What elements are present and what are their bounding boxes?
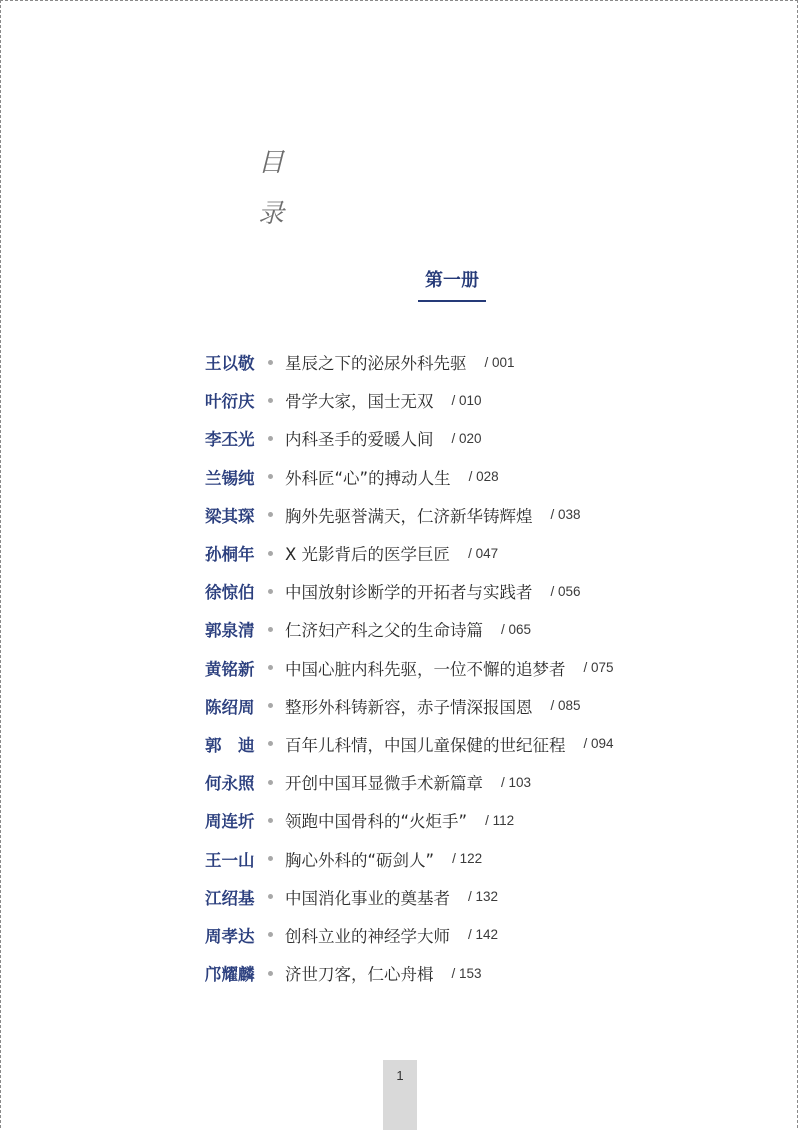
entry-title: 仁济妇产科之父的生命诗篇	[285, 621, 483, 641]
entry-page: / 001	[484, 354, 515, 370]
entry-page: / 010	[451, 392, 482, 408]
entry-title: 胸心外科的“砺剑人”	[285, 850, 435, 870]
entry-page: / 094	[583, 736, 614, 752]
entry-page: / 132	[468, 889, 499, 905]
toc-entry[interactable]	[205, 878, 614, 916]
bullet-dot-icon	[268, 398, 273, 403]
entry-page: / 085	[550, 698, 581, 714]
entry-title: 中国放射诊断学的开拓者与实践者	[285, 583, 533, 603]
entry-title: 中国心脏内科先驱，一位不懈的追梦者	[285, 659, 566, 679]
entry-page: / 153	[451, 965, 482, 981]
toc-entry[interactable]	[205, 534, 614, 572]
toc-entry[interactable]	[205, 572, 614, 610]
entry-name: 徐惊伯	[205, 583, 255, 603]
bullet-dot-icon	[268, 551, 273, 556]
entry-page: / 020	[451, 430, 482, 446]
bullet-dot-icon	[268, 512, 273, 517]
bullet-dot-icon	[268, 665, 273, 670]
bullet-dot-icon	[268, 627, 273, 632]
toc-entry[interactable]	[205, 839, 614, 877]
entry-name: 江绍基	[205, 888, 255, 908]
entry-title: 创科立业的神经学大师	[285, 926, 450, 946]
entry-page: / 038	[550, 507, 581, 523]
entry-title: 星辰之下的泌尿外科先驱	[285, 354, 467, 374]
entry-page: / 056	[550, 583, 581, 599]
toc-entry[interactable]	[205, 610, 614, 648]
entry-name: 孙桐年	[205, 545, 255, 565]
toc-entry[interactable]	[205, 381, 614, 419]
bullet-dot-icon	[268, 589, 273, 594]
entry-name: 周连圻	[205, 812, 255, 832]
toc-heading-line2: 录	[258, 199, 285, 229]
toc-entry[interactable]	[205, 496, 614, 534]
entry-name: 李丕光	[205, 430, 255, 450]
entry-title: 济世刀客，仁心舟楫	[285, 965, 434, 985]
entry-title: 胸外先驱誉满天，仁济新华铸辉煌	[285, 506, 533, 526]
bullet-dot-icon	[268, 856, 273, 861]
bullet-dot-icon	[268, 932, 273, 937]
entry-name: 郭 迪	[205, 735, 255, 755]
entry-title: 内科圣手的爱暖人间	[285, 430, 434, 450]
entry-page: / 122	[452, 851, 483, 867]
entry-name: 黄铭新	[205, 659, 255, 679]
volume-title: 第一册	[418, 266, 486, 302]
entry-page: / 112	[485, 812, 515, 828]
toc-entry[interactable]	[205, 801, 614, 839]
entry-name: 何永照	[205, 774, 255, 794]
entry-name: 梁其琛	[205, 506, 255, 526]
entry-title: 领跑中国骨科的“火炬手”	[285, 812, 468, 832]
page-number-tab	[383, 1060, 417, 1130]
entry-page: / 047	[468, 545, 499, 561]
entry-page: / 103	[501, 774, 532, 790]
toc-entry[interactable]	[205, 916, 614, 954]
entry-name: 王以敬	[205, 354, 255, 374]
toc-entry[interactable]	[205, 649, 614, 687]
entry-name: 王一山	[205, 850, 255, 870]
entry-name: 兰锡纯	[205, 468, 255, 488]
entry-title: 整形外科铸新容，赤子情深报国恩	[285, 697, 533, 717]
table-of-contents	[205, 343, 614, 992]
toc-entry[interactable]	[205, 458, 614, 496]
bullet-dot-icon	[268, 971, 273, 976]
entry-title: X 光影背后的医学巨匠	[285, 545, 451, 565]
toc-entry[interactable]	[205, 419, 614, 457]
entry-title: 骨学大家，国士无双	[285, 392, 434, 412]
entry-page: / 065	[501, 621, 532, 637]
entry-name: 陈绍周	[205, 697, 255, 717]
bullet-dot-icon	[268, 360, 273, 365]
toc-entry[interactable]	[205, 725, 614, 763]
entry-title: 中国消化事业的奠基者	[285, 888, 450, 908]
toc-entry[interactable]	[205, 687, 614, 725]
toc-heading-line1: 目	[258, 148, 285, 178]
toc-entry[interactable]	[205, 343, 614, 381]
entry-title: 外科匠“心”的搏动人生	[285, 468, 451, 488]
bullet-dot-icon	[268, 474, 273, 479]
bullet-dot-icon	[268, 741, 273, 746]
entry-name: 周孝达	[205, 926, 255, 946]
page-number: 1	[396, 1068, 404, 1083]
bullet-dot-icon	[268, 894, 273, 899]
entry-title: 百年儿科情，中国儿童保健的世纪征程	[285, 735, 566, 755]
entry-title: 开创中国耳显微手术新篇章	[285, 774, 483, 794]
entry-name: 邝耀麟	[205, 965, 255, 985]
bullet-dot-icon	[268, 436, 273, 441]
toc-entry[interactable]	[205, 763, 614, 801]
entry-page: / 075	[583, 660, 614, 676]
bullet-dot-icon	[268, 780, 273, 785]
bullet-dot-icon	[268, 818, 273, 823]
entry-page: / 142	[468, 927, 499, 943]
toc-entry[interactable]	[205, 954, 614, 992]
entry-name: 叶衍庆	[205, 392, 255, 412]
bullet-dot-icon	[268, 703, 273, 708]
entry-page: / 028	[468, 469, 499, 485]
entry-name: 郭泉清	[205, 621, 255, 641]
